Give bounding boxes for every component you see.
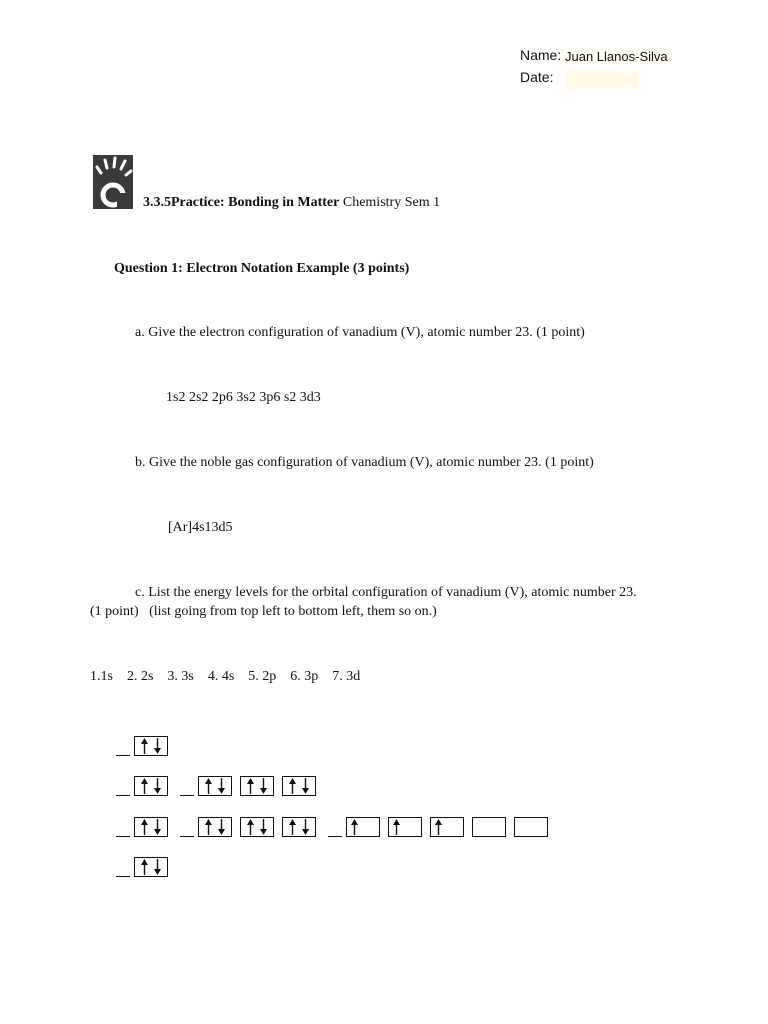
question-b-prompt: b. Give the noble gas configuration of vanadium (V), atomic number 23. (1 point) <box>135 455 594 470</box>
arrow-down-icon <box>218 778 225 794</box>
level-blank[interactable] <box>116 779 130 796</box>
arrow-down-icon <box>260 778 267 794</box>
level-blank[interactable] <box>180 779 194 796</box>
orbital-box[interactable] <box>134 817 168 837</box>
arrow-up-icon <box>435 819 442 835</box>
orbital-box[interactable] <box>388 817 422 837</box>
orbital-box[interactable] <box>430 817 464 837</box>
arrow-up-icon <box>351 819 358 835</box>
arrow-up-icon <box>141 819 148 835</box>
arrow-up-icon <box>205 819 212 835</box>
title-bold: 3.3.5Practice: Bonding in Matter <box>143 195 340 210</box>
arrow-down-icon <box>154 738 161 754</box>
orbital-box[interactable] <box>240 776 274 796</box>
orbital-box[interactable] <box>134 857 168 877</box>
lightbulb-logo-icon <box>93 155 133 209</box>
orbital-group <box>116 817 176 837</box>
arrow-up-icon <box>393 819 400 835</box>
arrow-up-icon <box>141 738 148 754</box>
orbital-box[interactable] <box>282 817 316 837</box>
arrow-down-icon <box>260 819 267 835</box>
orbital-box[interactable] <box>514 817 548 837</box>
title-course: Chemistry Sem 1 <box>339 195 441 210</box>
page-title <box>143 195 440 211</box>
level-blank[interactable] <box>328 820 342 837</box>
orbital-box[interactable] <box>240 817 274 837</box>
orbital-box[interactable] <box>134 736 168 756</box>
arrow-up-icon <box>141 778 148 794</box>
arrow-up-icon <box>205 778 212 794</box>
date-label: Date: <box>520 69 554 85</box>
orbital-group <box>176 817 324 837</box>
orbital-row <box>116 736 176 756</box>
level-blank[interactable] <box>116 739 130 756</box>
orbital-row <box>116 817 556 837</box>
orbital-box[interactable] <box>198 776 232 796</box>
question-b-answer[interactable]: [Ar]4s13d5 <box>168 520 233 535</box>
name-label: Name: <box>520 47 562 63</box>
arrow-down-icon <box>302 778 309 794</box>
question-c-answer[interactable]: 1.1s 2. 2s 3. 3s 4. 4s 5. 2p 6. 3p 7. 3d <box>90 669 361 684</box>
question-c-prompt-line2: (1 point) (list going from top left to bottom left, them so on.) <box>90 604 437 619</box>
question-a-answer[interactable]: 1s2 2s2 2p6 3s2 3p6 s2 3d3 <box>166 390 321 405</box>
level-blank[interactable] <box>180 820 194 837</box>
arrow-up-icon <box>289 819 296 835</box>
level-blank[interactable] <box>116 820 130 837</box>
arrow-up-icon <box>247 819 254 835</box>
orbital-box[interactable] <box>198 817 232 837</box>
orbital-box[interactable] <box>472 817 506 837</box>
arrow-up-icon <box>289 778 296 794</box>
orbital-box[interactable] <box>346 817 380 837</box>
level-blank[interactable] <box>116 860 130 877</box>
arrow-down-icon <box>302 819 309 835</box>
orbital-group <box>176 776 324 796</box>
name-field[interactable]: Juan Llanos-Silva <box>561 49 672 64</box>
orbital-row <box>116 857 176 877</box>
arrow-down-icon <box>218 819 225 835</box>
date-field[interactable] <box>566 71 638 89</box>
orbital-box[interactable] <box>282 776 316 796</box>
arrow-down-icon <box>154 778 161 794</box>
orbital-group <box>116 857 176 877</box>
arrow-down-icon <box>154 819 161 835</box>
question-c-prompt-line1: c. List the energy levels for the orbital configuration of vanadium (V), atomic number 23. <box>135 585 637 600</box>
arrow-up-icon <box>141 859 148 875</box>
orbital-row <box>116 776 324 796</box>
question-heading: Question 1: Electron Notation Example (3 points) <box>114 261 410 276</box>
orbital-group <box>116 776 176 796</box>
orbital-group <box>324 817 556 837</box>
arrow-down-icon <box>154 859 161 875</box>
orbital-group <box>116 736 176 756</box>
arrow-up-icon <box>247 778 254 794</box>
orbital-box[interactable] <box>134 776 168 796</box>
question-a-prompt: a. Give the electron configuration of vanadium (V), atomic number 23. (1 point) <box>135 325 585 340</box>
